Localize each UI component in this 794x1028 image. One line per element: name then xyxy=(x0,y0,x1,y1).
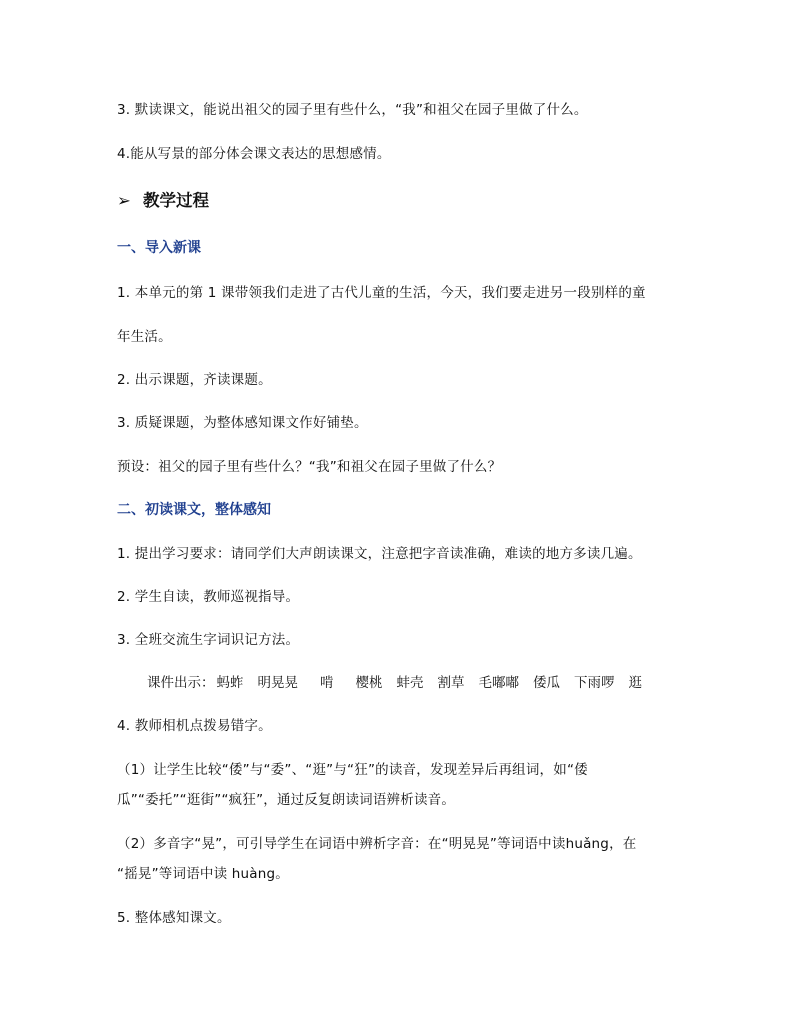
objective-item-4: 4.能从写景的部分体会课文表达的思想感情。 xyxy=(117,146,391,162)
teaching-process-heading xyxy=(117,190,209,212)
arrow-bullet-icon: ➢ xyxy=(117,191,131,210)
courseware-word: 啃 xyxy=(320,675,334,691)
courseware-label: 课件出示： xyxy=(147,675,215,691)
section-2-sub-2-line-1: （2）多音字“晃”，可引导学生在词语中辨析字音：在“明晃晃”等词语中读huǎng，在 xyxy=(117,836,637,852)
section-2-step-5: 5. 整体感知课文。 xyxy=(117,910,231,926)
courseware-word: 逛 xyxy=(628,675,642,691)
section-1-step-1-line-1: 1. 本单元的第 1 课带领我们走进了古代儿童的生活，今天，我们要走进另一段别样的童 xyxy=(117,285,646,301)
courseware-word: 倭瓜 xyxy=(533,675,560,691)
courseware-word: 樱桃 xyxy=(355,675,383,691)
courseware-word: 毛嘟嘟 xyxy=(478,675,519,691)
section-1-step-3: 3. 质疑课题，为整体感知课文作好铺垫。 xyxy=(117,415,368,431)
courseware-word: 下雨啰 xyxy=(574,675,615,691)
courseware-words xyxy=(147,674,656,692)
courseware-word: 蚂蚱 xyxy=(216,675,244,691)
section-2-sub-2-line-2: “摇晃”等词语中读 huàng。 xyxy=(117,866,289,882)
section-1-title: 一、导入新课 xyxy=(117,240,201,256)
section-2-title: 二、初读课文，整体感知 xyxy=(117,502,271,518)
section-2-step-1: 1. 提出学习要求：请同学们大声朗读课文，注意把字音读准确，难读的地方多读几遍。 xyxy=(117,546,642,562)
section-2-step-4: 4. 教师相机点拨易错字。 xyxy=(117,718,272,734)
objective-item-3: 3. 默读课文，能说出祖父的园子里有些什么，“我”和祖父在园子里做了什么。 xyxy=(117,102,588,118)
section-2-step-2: 2. 学生自读，教师巡视指导。 xyxy=(117,589,300,605)
courseware-word: 蚌壳 xyxy=(396,675,424,691)
teaching-process-title: 教学过程 xyxy=(143,191,209,210)
section-2-sub-1-line-1: （1）让学生比较“倭”与“委”、“逛”与“狂”的读音，发现差异后再组词，如“倭 xyxy=(117,762,588,778)
section-1-step-1-line-2: 年生活。 xyxy=(117,329,172,345)
section-2-step-3: 3. 全班交流生字词识记方法。 xyxy=(117,632,300,648)
courseware-word: 割草 xyxy=(437,675,465,691)
courseware-word: 明晃晃 xyxy=(257,675,298,691)
section-2-sub-1-line-2: 瓜”“委托”“逛街”“疯狂”，通过反复朗读词语辨析读音。 xyxy=(117,792,456,808)
section-1-step-2: 2. 出示课题，齐读课题。 xyxy=(117,372,272,388)
section-1-preset: 预设：祖父的园子里有些什么？“我”和祖父在园子里做了什么？ xyxy=(117,459,502,475)
